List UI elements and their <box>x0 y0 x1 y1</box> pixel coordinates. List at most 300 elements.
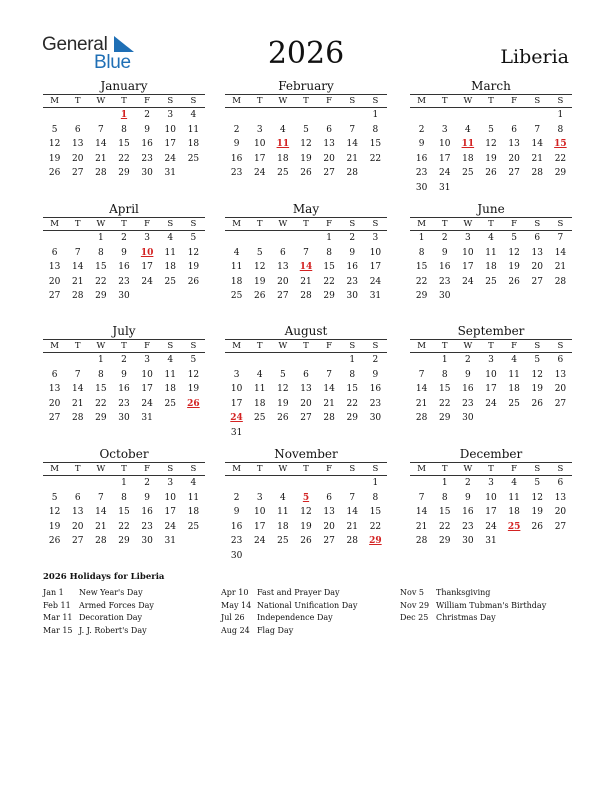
day-cell: 21 <box>346 153 358 164</box>
logo-general-text: General <box>42 34 108 55</box>
day-cell: 17 <box>141 262 153 272</box>
day-cell: 30 <box>415 182 428 193</box>
day-cell: 30 <box>438 291 451 301</box>
empty-day-cell <box>43 476 66 491</box>
day-cell: 6 <box>326 124 332 135</box>
day-cell: 3 <box>256 492 263 503</box>
day-cell: 27 <box>71 536 84 546</box>
day-cell: 12 <box>48 507 61 517</box>
day-cell: 12 <box>187 247 200 258</box>
weekday-label: M <box>50 464 59 474</box>
holiday-day-cell: 11 <box>276 139 290 149</box>
day-cell: 19 <box>508 262 520 272</box>
day-cell: 13 <box>300 384 312 394</box>
month-january <box>43 79 205 181</box>
day-cell: 18 <box>253 398 266 409</box>
day-cell: 3 <box>144 233 150 243</box>
day-cell: 28 <box>300 291 312 301</box>
day-cell: 9 <box>121 247 127 258</box>
weekday-label: S <box>190 341 197 351</box>
weekday-label: S <box>372 464 379 474</box>
holiday-entry <box>43 612 154 625</box>
day-cell: 31 <box>438 182 451 193</box>
day-cell: 26 <box>48 536 61 546</box>
day-cell: 1 <box>557 110 564 120</box>
day-cell: 26 <box>531 521 543 532</box>
weekday-label: S <box>557 219 564 229</box>
day-cell: 26 <box>508 276 520 287</box>
day-cell: 16 <box>462 384 474 394</box>
day-cell: 1 <box>121 478 127 488</box>
day-cell: 9 <box>441 247 448 258</box>
day-cell: 4 <box>511 355 517 365</box>
day-cell: 4 <box>511 478 517 488</box>
day-cell: 2 <box>144 478 150 488</box>
day-cell: 11 <box>508 369 520 380</box>
day-cell: 3 <box>488 478 494 488</box>
weekday-label: T <box>303 341 309 351</box>
day-cell: 23 <box>141 153 153 164</box>
day-cell: 10 <box>485 369 497 380</box>
weekday-label: W <box>96 96 106 106</box>
weekday-header-row <box>43 218 205 231</box>
day-cell: 8 <box>121 124 127 135</box>
day-cell: 26 <box>485 168 497 178</box>
weekday-label: T <box>121 464 127 474</box>
day-cell: 15 <box>346 384 358 394</box>
day-cell: 16 <box>118 384 130 394</box>
day-cell: 15 <box>323 262 335 272</box>
day-cell: 15 <box>95 262 107 272</box>
month-title: June <box>477 202 505 216</box>
weekday-label: S <box>167 219 174 229</box>
day-cell: 11 <box>508 492 520 503</box>
day-cell: 26 <box>253 291 266 301</box>
holiday-name: Thanksgiving <box>436 588 491 597</box>
day-cell: 7 <box>303 247 309 258</box>
day-cell: 9 <box>121 369 127 380</box>
day-cell: 17 <box>253 153 266 164</box>
day-cell: 13 <box>554 369 567 380</box>
month-title: February <box>278 79 334 93</box>
day-cell: 18 <box>508 507 520 517</box>
weekday-label: F <box>326 219 333 229</box>
day-cell: 28 <box>71 413 84 423</box>
day-cell: 9 <box>464 492 471 503</box>
weekday-label: W <box>96 464 106 474</box>
day-cell: 14 <box>95 139 107 149</box>
day-cell: 30 <box>346 291 358 301</box>
day-cell: 3 <box>167 478 174 488</box>
day-cell: 22 <box>118 153 130 164</box>
day-cell: 18 <box>164 262 176 272</box>
day-cell: 19 <box>187 262 200 272</box>
day-cell: 4 <box>279 124 286 135</box>
month-august <box>225 324 387 440</box>
weekday-label: W <box>463 341 473 351</box>
weekday-label: M <box>232 96 241 106</box>
country-name: Liberia <box>500 46 569 68</box>
day-cell: 15 <box>438 507 451 517</box>
day-cell: 4 <box>256 369 263 380</box>
day-cell: 17 <box>230 398 243 409</box>
day-cell: 8 <box>418 247 425 258</box>
day-cell: 29 <box>438 536 451 546</box>
day-cell: 4 <box>167 355 174 365</box>
day-cell: 6 <box>51 247 58 258</box>
day-cell: 20 <box>71 521 84 532</box>
day-cell: 20 <box>508 153 520 164</box>
day-cell: 26 <box>48 168 61 178</box>
weekday-label: F <box>511 464 518 474</box>
holiday-date: Nov 5 <box>400 588 424 597</box>
day-cell: 7 <box>534 124 541 135</box>
day-cell: 23 <box>346 276 358 287</box>
day-cell: 28 <box>346 168 358 178</box>
day-cell: 9 <box>372 369 379 380</box>
weekday-label: S <box>534 96 541 106</box>
month-july <box>43 324 205 426</box>
weekday-label: T <box>441 341 448 351</box>
day-cell: 20 <box>300 398 312 409</box>
day-cell: 9 <box>144 124 150 135</box>
empty-day-cell <box>294 353 317 368</box>
day-cell: 5 <box>190 355 197 365</box>
day-cell: 24 <box>438 168 451 178</box>
weekday-label: S <box>349 464 356 474</box>
empty-day-cell <box>341 108 364 123</box>
holiday-date: Jan 1 <box>43 588 64 597</box>
day-cell: 10 <box>438 139 451 149</box>
empty-day-cell <box>66 353 89 368</box>
day-cell: 8 <box>97 247 104 258</box>
empty-day-cell <box>248 108 271 123</box>
holiday-entry <box>221 600 357 613</box>
weekday-label: T <box>488 341 494 351</box>
holiday-column <box>221 587 357 638</box>
holiday-entry <box>400 612 546 625</box>
day-cell: 8 <box>326 247 332 258</box>
holiday-list-title: 2026 Holidays for Liberia <box>43 572 165 582</box>
month-title: January <box>100 79 148 93</box>
day-cell: 9 <box>418 139 425 149</box>
weekday-label: S <box>372 219 379 229</box>
day-cell: 23 <box>118 276 130 287</box>
day-cell: 21 <box>554 262 567 272</box>
empty-day-cell <box>294 231 317 246</box>
day-cell: 2 <box>233 492 240 503</box>
day-cell: 19 <box>531 507 543 517</box>
weekday-label: W <box>278 464 288 474</box>
day-cell: 20 <box>48 398 61 409</box>
weekday-label: T <box>256 341 263 351</box>
weekday-label: F <box>144 341 151 351</box>
holiday-name: National Unification Day <box>257 600 358 610</box>
day-cell: 24 <box>141 276 153 287</box>
holiday-column <box>400 587 546 625</box>
weekday-label: M <box>50 341 59 351</box>
day-cell: 11 <box>187 492 200 503</box>
weekday-header-row <box>43 95 205 108</box>
day-cell: 29 <box>118 168 130 178</box>
weekday-label: T <box>488 464 494 474</box>
day-cell: 28 <box>71 291 84 301</box>
day-cell: 24 <box>369 276 382 287</box>
day-cell: 27 <box>300 413 312 423</box>
day-cell: 25 <box>508 398 520 409</box>
day-cell: 19 <box>485 153 497 164</box>
day-cell: 14 <box>554 247 567 258</box>
day-cell: 13 <box>508 139 520 149</box>
day-cell: 16 <box>141 139 153 149</box>
day-grid <box>43 476 205 549</box>
empty-day-cell <box>43 353 66 368</box>
empty-day-cell <box>318 476 341 491</box>
day-cell: 5 <box>51 124 58 135</box>
day-cell: 31 <box>369 291 382 301</box>
day-cell: 8 <box>121 492 127 503</box>
day-cell: 5 <box>303 124 309 135</box>
day-cell: 4 <box>464 124 471 135</box>
day-cell: 2 <box>441 233 448 243</box>
holiday-entry <box>43 625 154 638</box>
day-cell: 9 <box>233 139 240 149</box>
day-cell: 17 <box>253 521 266 532</box>
empty-day-cell <box>66 108 89 123</box>
day-cell: 29 <box>95 291 107 301</box>
day-cell: 25 <box>187 521 200 532</box>
day-cell: 30 <box>118 413 130 423</box>
empty-day-cell <box>479 108 502 123</box>
day-cell: 13 <box>323 139 335 149</box>
day-cell: 16 <box>462 507 474 517</box>
day-cell: 25 <box>277 536 289 546</box>
weekday-label: T <box>303 219 309 229</box>
weekday-header-row <box>225 218 387 231</box>
day-cell: 31 <box>230 427 243 438</box>
day-cell: 15 <box>369 139 382 149</box>
day-cell: 22 <box>369 521 382 532</box>
day-cell: 20 <box>531 262 543 272</box>
holiday-day-cell: 5 <box>302 492 310 503</box>
weekday-label: M <box>232 464 241 474</box>
empty-day-cell <box>410 353 433 368</box>
holiday-name: Decoration Day <box>79 613 143 623</box>
day-cell: 10 <box>164 124 176 135</box>
month-title: December <box>459 447 523 461</box>
day-cell: 13 <box>323 507 335 517</box>
day-cell: 12 <box>277 384 289 394</box>
weekday-label: W <box>463 96 473 106</box>
empty-day-cell <box>89 476 112 491</box>
weekday-label: M <box>417 219 426 229</box>
day-cell: 9 <box>464 369 471 380</box>
month-title: April <box>109 202 139 216</box>
day-cell: 9 <box>144 492 150 503</box>
weekday-label: M <box>50 219 59 229</box>
weekday-label: S <box>190 219 197 229</box>
day-cell: 7 <box>418 369 425 380</box>
weekday-label: W <box>278 341 288 351</box>
holiday-date: Aug 24 <box>221 626 250 636</box>
day-cell: 11 <box>187 124 200 135</box>
day-cell: 13 <box>71 507 84 517</box>
weekday-label: T <box>121 96 127 106</box>
day-cell: 22 <box>554 153 567 164</box>
page-header <box>0 0 612 80</box>
day-cell: 14 <box>71 262 84 272</box>
month-december <box>410 447 572 549</box>
day-cell: 2 <box>372 355 379 365</box>
weekday-label: S <box>190 96 197 106</box>
day-cell: 16 <box>415 153 428 164</box>
weekday-label: F <box>326 341 333 351</box>
day-cell: 2 <box>121 355 127 365</box>
day-cell: 11 <box>164 369 176 380</box>
weekday-label: T <box>121 219 127 229</box>
day-grid <box>43 231 205 304</box>
day-cell: 26 <box>300 168 312 178</box>
day-cell: 20 <box>71 153 84 164</box>
month-title: August <box>284 324 328 338</box>
day-cell: 31 <box>164 168 176 178</box>
holiday-day-cell: 26 <box>187 398 200 409</box>
day-cell: 24 <box>141 398 153 409</box>
empty-day-cell <box>89 108 112 123</box>
day-cell: 29 <box>118 536 130 546</box>
day-grid <box>410 476 572 549</box>
weekday-label: W <box>278 96 288 106</box>
month-september <box>410 324 572 426</box>
day-cell: 23 <box>118 398 130 409</box>
empty-day-cell <box>433 108 456 123</box>
holiday-day-cell: 29 <box>369 536 382 546</box>
day-cell: 19 <box>48 521 61 532</box>
day-cell: 6 <box>303 369 309 380</box>
day-cell: 15 <box>369 507 382 517</box>
day-cell: 14 <box>95 507 107 517</box>
day-cell: 4 <box>190 478 197 488</box>
weekday-header-row <box>43 463 205 476</box>
day-cell: 5 <box>190 233 197 243</box>
day-cell: 29 <box>323 291 335 301</box>
day-cell: 3 <box>233 369 240 380</box>
day-cell: 23 <box>415 168 428 178</box>
day-cell: 12 <box>300 139 312 149</box>
day-cell: 7 <box>557 233 564 243</box>
holiday-name: Fast and Prayer Day <box>257 588 340 597</box>
day-cell: 21 <box>71 276 84 287</box>
holiday-day-cell: 10 <box>140 247 154 258</box>
day-cell: 22 <box>323 276 335 287</box>
day-cell: 14 <box>415 507 428 517</box>
month-title: September <box>457 324 525 338</box>
day-cell: 17 <box>485 507 497 517</box>
day-cell: 29 <box>438 413 451 423</box>
day-cell: 30 <box>141 168 153 178</box>
holiday-name: Independence Day <box>257 613 333 623</box>
day-cell: 1 <box>418 233 425 243</box>
day-cell: 1 <box>441 478 448 488</box>
day-cell: 11 <box>277 507 289 517</box>
holiday-day-cell: 11 <box>461 139 475 149</box>
day-cell: 27 <box>554 521 567 532</box>
day-cell: 25 <box>253 413 266 423</box>
day-cell: 10 <box>462 247 474 258</box>
day-cell: 4 <box>488 233 494 243</box>
day-cell: 17 <box>462 262 474 272</box>
day-cell: 17 <box>485 384 497 394</box>
holiday-date: Jul 26 <box>221 613 245 623</box>
day-cell: 4 <box>279 492 286 503</box>
calendar-year: 2026 <box>267 36 345 71</box>
empty-day-cell <box>225 231 248 246</box>
day-cell: 26 <box>531 398 543 409</box>
day-cell: 2 <box>418 124 425 135</box>
holiday-day-cell: 24 <box>230 413 243 423</box>
day-cell: 26 <box>300 536 312 546</box>
day-cell: 10 <box>369 247 382 258</box>
day-cell: 30 <box>118 291 130 301</box>
day-cell: 25 <box>230 291 243 301</box>
day-cell: 28 <box>531 168 543 178</box>
empty-day-cell <box>225 476 248 491</box>
day-cell: 29 <box>346 413 358 423</box>
day-cell: 2 <box>121 233 127 243</box>
day-cell: 4 <box>233 247 240 258</box>
empty-day-cell <box>43 231 66 246</box>
day-cell: 30 <box>230 550 243 561</box>
weekday-label: M <box>50 96 59 106</box>
weekday-label: F <box>326 464 333 474</box>
day-cell: 21 <box>95 521 107 532</box>
day-cell: 21 <box>531 153 543 164</box>
day-cell: 5 <box>534 355 541 365</box>
day-cell: 7 <box>97 492 104 503</box>
weekday-label: T <box>256 96 263 106</box>
day-cell: 6 <box>534 233 541 243</box>
empty-day-cell <box>271 231 294 246</box>
empty-day-cell <box>526 108 549 123</box>
weekday-label: W <box>96 219 106 229</box>
day-cell: 24 <box>485 521 497 532</box>
weekday-label: F <box>511 341 518 351</box>
day-cell: 25 <box>462 168 474 178</box>
day-cell: 16 <box>230 521 243 532</box>
day-cell: 7 <box>349 124 356 135</box>
day-cell: 27 <box>554 398 567 409</box>
day-cell: 19 <box>531 384 543 394</box>
weekday-label: S <box>167 341 174 351</box>
weekday-label: T <box>441 96 448 106</box>
day-cell: 14 <box>346 139 358 149</box>
day-cell: 6 <box>74 124 81 135</box>
day-cell: 16 <box>230 153 243 164</box>
holiday-date: Mar 11 <box>43 613 73 623</box>
holiday-day-cell: 1 <box>120 110 128 120</box>
month-may <box>225 202 387 304</box>
day-cell: 22 <box>95 398 107 409</box>
weekday-label: F <box>144 464 151 474</box>
day-cell: 24 <box>253 168 266 178</box>
day-cell: 19 <box>300 521 312 532</box>
weekday-label: S <box>372 96 379 106</box>
weekday-header-row <box>410 95 572 108</box>
day-cell: 13 <box>48 384 61 394</box>
empty-day-cell <box>271 353 294 368</box>
empty-day-cell <box>503 108 526 123</box>
day-cell: 17 <box>369 262 382 272</box>
